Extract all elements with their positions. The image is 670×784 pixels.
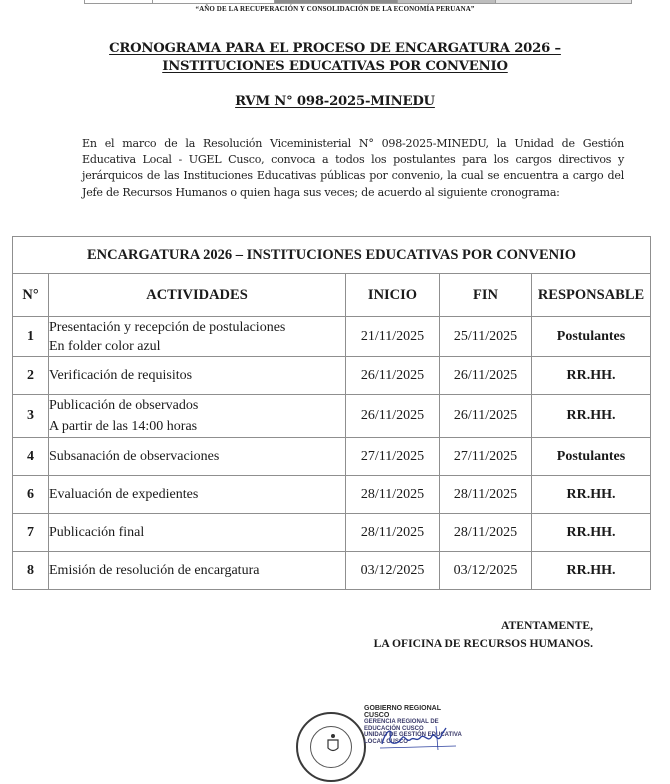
intro-paragraph: En el marco de la Resolución Viceministerial N° 098-2025-MINEDU, la Unidad de Gestión Educativa Local - UGEL Cusco, convoca a todos los postulantes para los cargos directivos y jerárquicos de las Instituciones Educativas públicas por convenio, la cual se encuentra a cargo del Jefe de Recursos Humanos o quien haga sus veces; de acuerdo al siguiente cronograma: — [82, 137, 624, 199]
activity-note: A partir de las 14:00 horas — [49, 419, 198, 434]
activity-text: Presentación y recepción de postulaciones — [49, 319, 286, 335]
row-number: 3 — [13, 395, 49, 438]
stamp-line-1: GOBIERNO REGIONAL CUSCO — [364, 705, 441, 719]
row-responsible: Postulantes — [532, 317, 651, 357]
row-activity: Emisión de resolución de encargatura — [49, 552, 346, 590]
row-responsible: RR.HH. — [532, 476, 651, 514]
row-responsible: Postulantes — [532, 438, 651, 476]
letterhead-cell — [496, 0, 631, 3]
row-end-date: 26/11/2025 — [440, 395, 532, 438]
letterhead-cell — [275, 0, 398, 3]
row-start-date: 28/11/2025 — [346, 514, 440, 552]
title-line-2: INSTITUCIONES EDUCATIVAS POR CONVENIO — [162, 59, 508, 74]
stamp-line-2: GERENCIA REGIONAL DE EDUCACIÓN CUSCO — [364, 719, 439, 732]
row-end-date: 26/11/2025 — [440, 357, 532, 395]
letterhead-cell — [153, 0, 275, 3]
row-responsible: RR.HH. — [532, 552, 651, 590]
activity-note: En folder color azul — [49, 338, 161, 354]
letterhead-band — [84, 0, 632, 4]
stamp-line-3: UNIDAD DE GESTIÓN EDUCATIVA LOCAL CUSCO — [364, 732, 462, 745]
letterhead-cell — [398, 0, 496, 3]
row-end-date: 28/11/2025 — [440, 476, 532, 514]
table-row — [13, 395, 651, 438]
row-activity — [49, 395, 346, 438]
row-end-date: 28/11/2025 — [440, 514, 532, 552]
row-start-date: 27/11/2025 — [346, 438, 440, 476]
row-start-date: 03/12/2025 — [346, 552, 440, 590]
table-caption: ENCARGATURA 2026 – INSTITUCIONES EDUCATIVAS POR CONVENIO — [13, 237, 651, 274]
row-number: 7 — [13, 514, 49, 552]
table-row — [13, 438, 651, 476]
activity-text: Publicación de observados — [49, 398, 199, 413]
header-end: FIN — [440, 274, 532, 317]
row-activity — [49, 317, 346, 357]
row-number: 1 — [13, 317, 49, 357]
row-activity: Publicación final — [49, 514, 346, 552]
document-title — [0, 40, 670, 76]
row-number: 2 — [13, 357, 49, 395]
row-responsible: RR.HH. — [532, 514, 651, 552]
table-row — [13, 552, 651, 590]
closing-office: LA OFICINA DE RECURSOS HUMANOS. — [373, 637, 593, 650]
row-number: 8 — [13, 552, 49, 590]
table-row — [13, 514, 651, 552]
header-number: N° — [13, 274, 49, 317]
row-start-date: 26/11/2025 — [346, 395, 440, 438]
row-responsible: RR.HH. — [532, 357, 651, 395]
row-activity: Subsanación de observaciones — [49, 438, 346, 476]
closing-salutation: ATENTAMENTE, — [500, 619, 593, 632]
document-subtitle: RVM N° 098-2025-MINEDU — [235, 94, 435, 109]
table-row — [13, 476, 651, 514]
handwritten-signature-icon — [376, 724, 466, 752]
signature-stamp-area — [296, 706, 496, 750]
year-motto: “AÑO DE LA RECUPERACIÓN Y CONSOLIDACIÓN DE LA ECONOMÍA PERUANA” — [195, 5, 475, 13]
row-number: 4 — [13, 438, 49, 476]
closing-block — [374, 617, 593, 653]
header-start: INICIO — [346, 274, 440, 317]
title-line-1: CRONOGRAMA PARA EL PROCESO DE ENCARGATURA 2026 – — [109, 41, 561, 56]
row-end-date: 03/12/2025 — [440, 552, 532, 590]
row-end-date: 25/11/2025 — [440, 317, 532, 357]
schedule-table — [12, 236, 651, 590]
row-start-date: 28/11/2025 — [346, 476, 440, 514]
row-number: 6 — [13, 476, 49, 514]
header-responsible: RESPONSABLE — [532, 274, 651, 317]
table-row — [13, 317, 651, 357]
row-activity: Evaluación de expedientes — [49, 476, 346, 514]
header-activities: ACTIVIDADES — [49, 274, 346, 317]
table-row — [13, 357, 651, 395]
letterhead-logo-cell — [85, 0, 153, 3]
seal-inner-ring — [310, 726, 352, 768]
row-start-date: 21/11/2025 — [346, 317, 440, 357]
row-responsible: RR.HH. — [532, 395, 651, 438]
official-seal-icon — [296, 712, 366, 782]
row-end-date: 27/11/2025 — [440, 438, 532, 476]
row-activity: Verificación de requisitos — [49, 357, 346, 395]
row-start-date: 26/11/2025 — [346, 357, 440, 395]
